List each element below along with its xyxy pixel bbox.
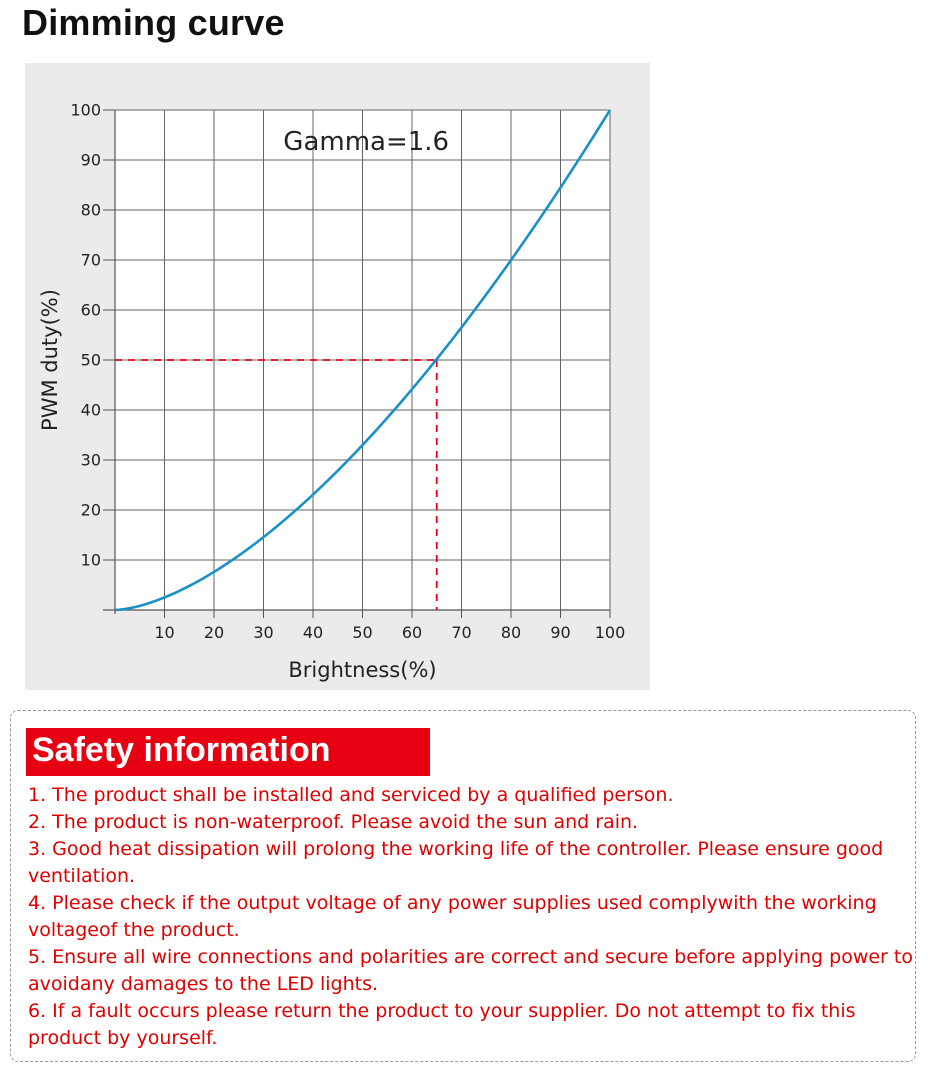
safety-title: Safety information: [32, 731, 331, 769]
x-tick-label: 40: [302, 623, 324, 642]
page-title: Dimming curve: [22, 2, 285, 43]
x-tick-label: 60: [401, 623, 423, 642]
safety-item: 3. Good heat dissipation will prolong the working life of the controller. Please ensure good ventilation.: [28, 838, 884, 887]
x-tick-label: 80: [500, 623, 522, 642]
y-tick-label: 30: [80, 450, 101, 470]
y-tick-label: 20: [80, 500, 101, 520]
y-tick-label: 50: [80, 350, 101, 370]
y-tick-label: 60: [80, 300, 101, 320]
safety-item: 6. If a fault occurs please return the product to your supplier. Do not attempt to fix this product by yourself.: [28, 1000, 856, 1049]
x-tick-label: 100: [594, 623, 626, 642]
safety-item: 4. Please check if the output voltage of any power supplies used complywith the working voltageof the product.: [28, 892, 877, 941]
x-axis-title: Brightness(%): [288, 658, 437, 682]
safety-item: 1. The product shall be installed and serviced by a qualified person.: [28, 784, 674, 806]
safety-list: [28, 782, 913, 1052]
y-tick-label: 80: [80, 200, 101, 220]
x-tick-label: 70: [451, 623, 472, 642]
dimming-curve-chart: [25, 63, 650, 690]
x-tick-label: 10: [154, 623, 175, 642]
x-tick-label: 90: [550, 623, 571, 642]
y-axis-title: PWM duty(%): [38, 289, 62, 431]
x-tick-label: 50: [352, 623, 373, 642]
y-tick-label: 90: [80, 150, 101, 170]
x-tick-label: 30: [253, 623, 274, 642]
y-tick-label: 100: [70, 100, 101, 120]
y-tick-label: 40: [80, 400, 101, 420]
safety-header: [26, 728, 430, 776]
safety-item: 5. Ensure all wire connections and polarities are correct and secure before applying power to avoidany damages to the LED lights.: [28, 946, 913, 995]
y-tick-label: 10: [80, 550, 101, 570]
chart-svg: [25, 63, 650, 690]
x-tick-label: 20: [203, 623, 225, 642]
y-tick-label: 70: [80, 250, 101, 270]
gamma-annotation: Gamma=1.6: [283, 127, 450, 157]
safety-item: 2. The product is non-waterproof. Please avoid the sun and rain.: [28, 811, 639, 833]
